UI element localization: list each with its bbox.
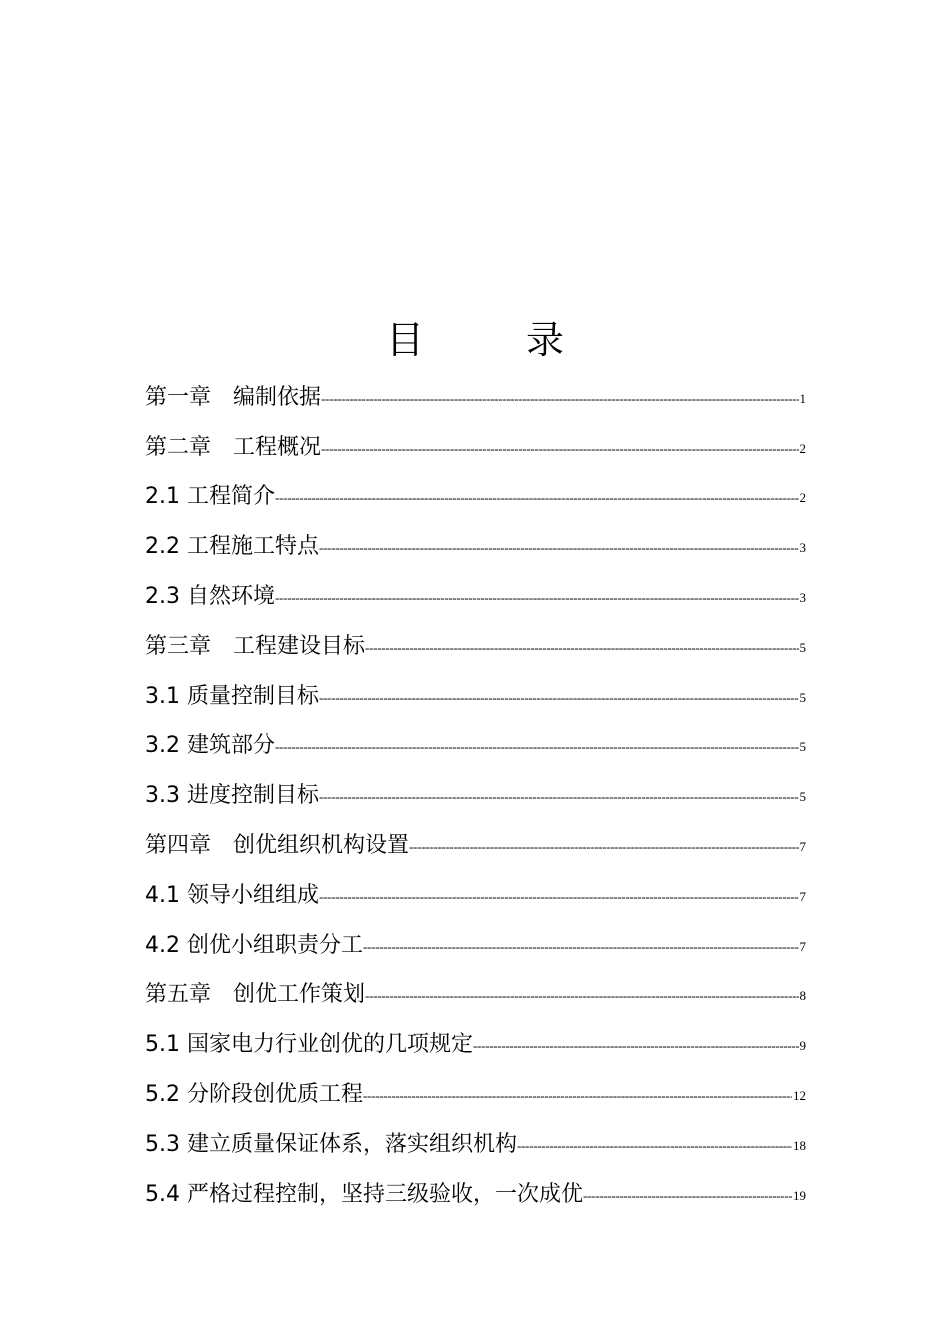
toc-entry[interactable] <box>145 514 806 564</box>
toc-entry[interactable] <box>145 813 806 863</box>
toc-leader-dots <box>275 490 799 506</box>
toc-entry-label: 2.1 工程简介 <box>145 484 275 510</box>
toc-entry[interactable] <box>145 714 806 764</box>
toc-page-number: 19 <box>793 1187 806 1203</box>
toc-page-number: 7 <box>799 938 806 954</box>
toc-entry[interactable] <box>145 1012 806 1062</box>
toc-page-number: 8 <box>799 988 806 1004</box>
toc-leader-dots <box>409 839 798 855</box>
toc-leader-dots <box>517 1138 792 1154</box>
toc-entry[interactable] <box>145 614 806 664</box>
toc-page-number: 9 <box>799 1038 806 1054</box>
toc-page-number: 5 <box>799 739 806 755</box>
toc-page-number: 18 <box>793 1137 806 1153</box>
toc-entry-label: 3.2 建筑部分 <box>145 733 275 759</box>
toc-page-number: 5 <box>799 639 806 655</box>
toc-page-number: 3 <box>799 540 806 556</box>
toc-entry-label: 5.3 建立质量保证体系，落实组织机构 <box>145 1131 517 1157</box>
toc-leader-dots <box>319 889 799 905</box>
toc-leader-dots <box>365 988 798 1004</box>
toc-entry-label: 4.1 领导小组组成 <box>145 882 319 908</box>
toc-page-number: 2 <box>799 490 806 506</box>
toc-entry-label: 3.3 进度控制目标 <box>145 783 319 809</box>
toc-entry-label: 3.1 质量控制目标 <box>145 683 319 709</box>
toc-entry[interactable] <box>145 1162 806 1212</box>
toc-entry[interactable] <box>145 1112 806 1162</box>
toc-page-number: 7 <box>799 838 806 854</box>
toc-entry-label: 第三章 工程建设目标 <box>145 633 366 659</box>
toc-entry[interactable] <box>145 763 806 813</box>
toc-entry-label: 第二章 工程概况 <box>145 434 322 460</box>
toc-page-number: 7 <box>799 888 806 904</box>
toc-leader-dots <box>583 1188 792 1204</box>
toc-entry-label: 5.1 国家电力行业创优的几项规定 <box>145 1032 473 1058</box>
toc-page-number: 2 <box>799 440 806 456</box>
toc-entry[interactable] <box>145 863 806 913</box>
toc-page-number: 5 <box>799 789 806 805</box>
toc-page-number: 1 <box>799 390 806 406</box>
toc-entry[interactable] <box>145 963 806 1013</box>
toc-leader-dots <box>321 391 798 407</box>
toc-entry-label: 2.2 工程施工特点 <box>145 534 319 560</box>
toc-leader-dots <box>321 441 798 457</box>
toc-entry[interactable] <box>145 465 806 515</box>
toc-leader-dots <box>365 640 798 656</box>
toc-page-number: 3 <box>799 589 806 605</box>
toc-entry-label: 第五章 创优工作策划 <box>145 982 366 1008</box>
toc-page-number: 5 <box>799 689 806 705</box>
toc-leader-dots <box>319 540 799 556</box>
toc-entry[interactable] <box>145 564 806 614</box>
toc-leader-dots <box>319 690 799 706</box>
toc-leader-dots <box>363 939 799 955</box>
toc-entry[interactable] <box>145 664 806 714</box>
toc-entry[interactable] <box>145 913 806 963</box>
toc-leader-dots <box>319 789 799 805</box>
toc-leader-dots <box>363 1088 792 1104</box>
toc-title: 目 录 <box>385 318 596 362</box>
toc-entry-label: 5.2 分阶段创优质工程 <box>145 1081 363 1107</box>
toc-entry[interactable] <box>145 415 806 465</box>
toc-list <box>145 365 806 1212</box>
toc-entry[interactable] <box>145 1062 806 1112</box>
toc-leader-dots <box>473 1038 799 1054</box>
toc-entry-label: 5.4 严格过程控制，坚持三级验收，一次成优 <box>145 1181 583 1207</box>
toc-entry-label: 第四章 创优组织机构设置 <box>145 832 410 858</box>
toc-entry-label: 4.2 创优小组职责分工 <box>145 932 363 958</box>
toc-entry[interactable] <box>145 365 806 415</box>
toc-page-number: 12 <box>793 1087 806 1103</box>
toc-leader-dots <box>275 739 799 755</box>
toc-entry-label: 2.3 自然环境 <box>145 583 275 609</box>
toc-leader-dots <box>275 590 799 606</box>
toc-entry-label: 第一章 编制依据 <box>145 384 322 410</box>
